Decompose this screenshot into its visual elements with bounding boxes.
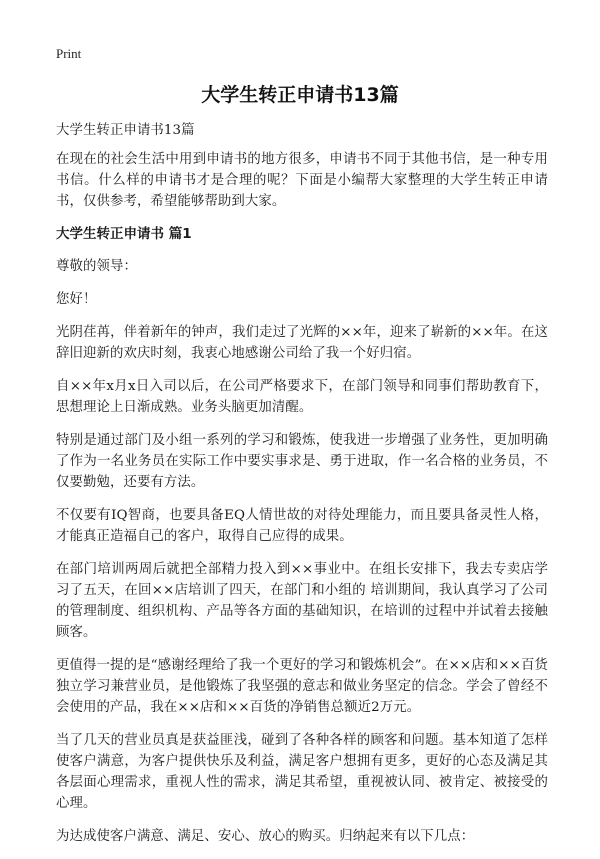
greeting: 您好！ [56,292,97,307]
body-paragraph: 在部门培训两周后就把全部精力投入到××事业中。在组长安排下，我去专卖店学习了五天，在回××店培训了四天，在部门和小组的 培训期间，我认真学习了公司的管理制度、组织机构、产品等各方面的基础知识，在培训的过程中并试着去接触顾客。 [56,562,548,640]
body-paragraph: 不仅要有IQ智商，也要具备EQ人情世故的对待处理能力，而且要具备灵性人格，才能真正造福自己的客户，取得自己应得的成果。 [56,508,548,544]
document-body [56,120,548,859]
salutation: 尊敬的领导： [56,259,137,274]
body-paragraph: 当了几天的营业员真是获益匪浅，碰到了各种各样的顾客和问题。基本知道了怎样使客户满意，为客户提供快乐及利益，满足客户想拥有更多，更好的心态及满足其各层面心理需求，重视人性的需求，满足其希望，重视被认同、被肯定、被接受的心理。 [56,733,548,811]
body-paragraph: 自××年x月x日入司以后，在公司严格要求下，在部门领导和同事们帮助教育下，思想理论上日渐成熟。业务头脑更加清醒。 [56,379,548,415]
body-paragraph: 为达成使客户满意、满足、安心、放心的购买。归纳起来有以下几点： [56,829,475,844]
page-title: 大学生转正申请书13篇 [201,84,399,106]
document-subtitle: 大学生转正申请书13篇 [56,123,195,138]
section-heading: 大学生转正申请书 篇1 [56,226,192,242]
body-paragraph: 特别是通过部门及小组一系列的学习和锻炼，使我进一步增强了业务性，更加明确了作为一名业务员在实际工作中要实事求是、勇于进取，作一名合格的业务员，不仅要勤勉，还要有方法。 [56,433,548,490]
print-label[interactable]: Print [56,46,82,61]
intro-paragraph: 在现在的社会生活中用到申请书的地方很多，申请书不同于其他书信，是一种专用书信。什么样的申请书才是合理的呢？下面是小编帮大家整理的大学生转正申请书，仅供参考，希望能够帮助到大家。 [56,152,548,209]
body-paragraph: 光阴荏苒，伴着新年的钟声，我们走过了光辉的××年，迎来了崭新的××年。在这辞旧迎新的欢庆时刻，我衷心地感谢公司给了我一个好归宿。 [56,325,548,361]
body-paragraph: 更值得一提的是“感谢经理给了我一个更好的学习和锻炼机会”。在××店和××百货独立学习兼营业员，是他锻炼了我坚强的意志和做业务坚定的信念。学会了曾经不会使用的产品，我在××店和××百货的净销售总额近2万元。 [56,658,548,715]
